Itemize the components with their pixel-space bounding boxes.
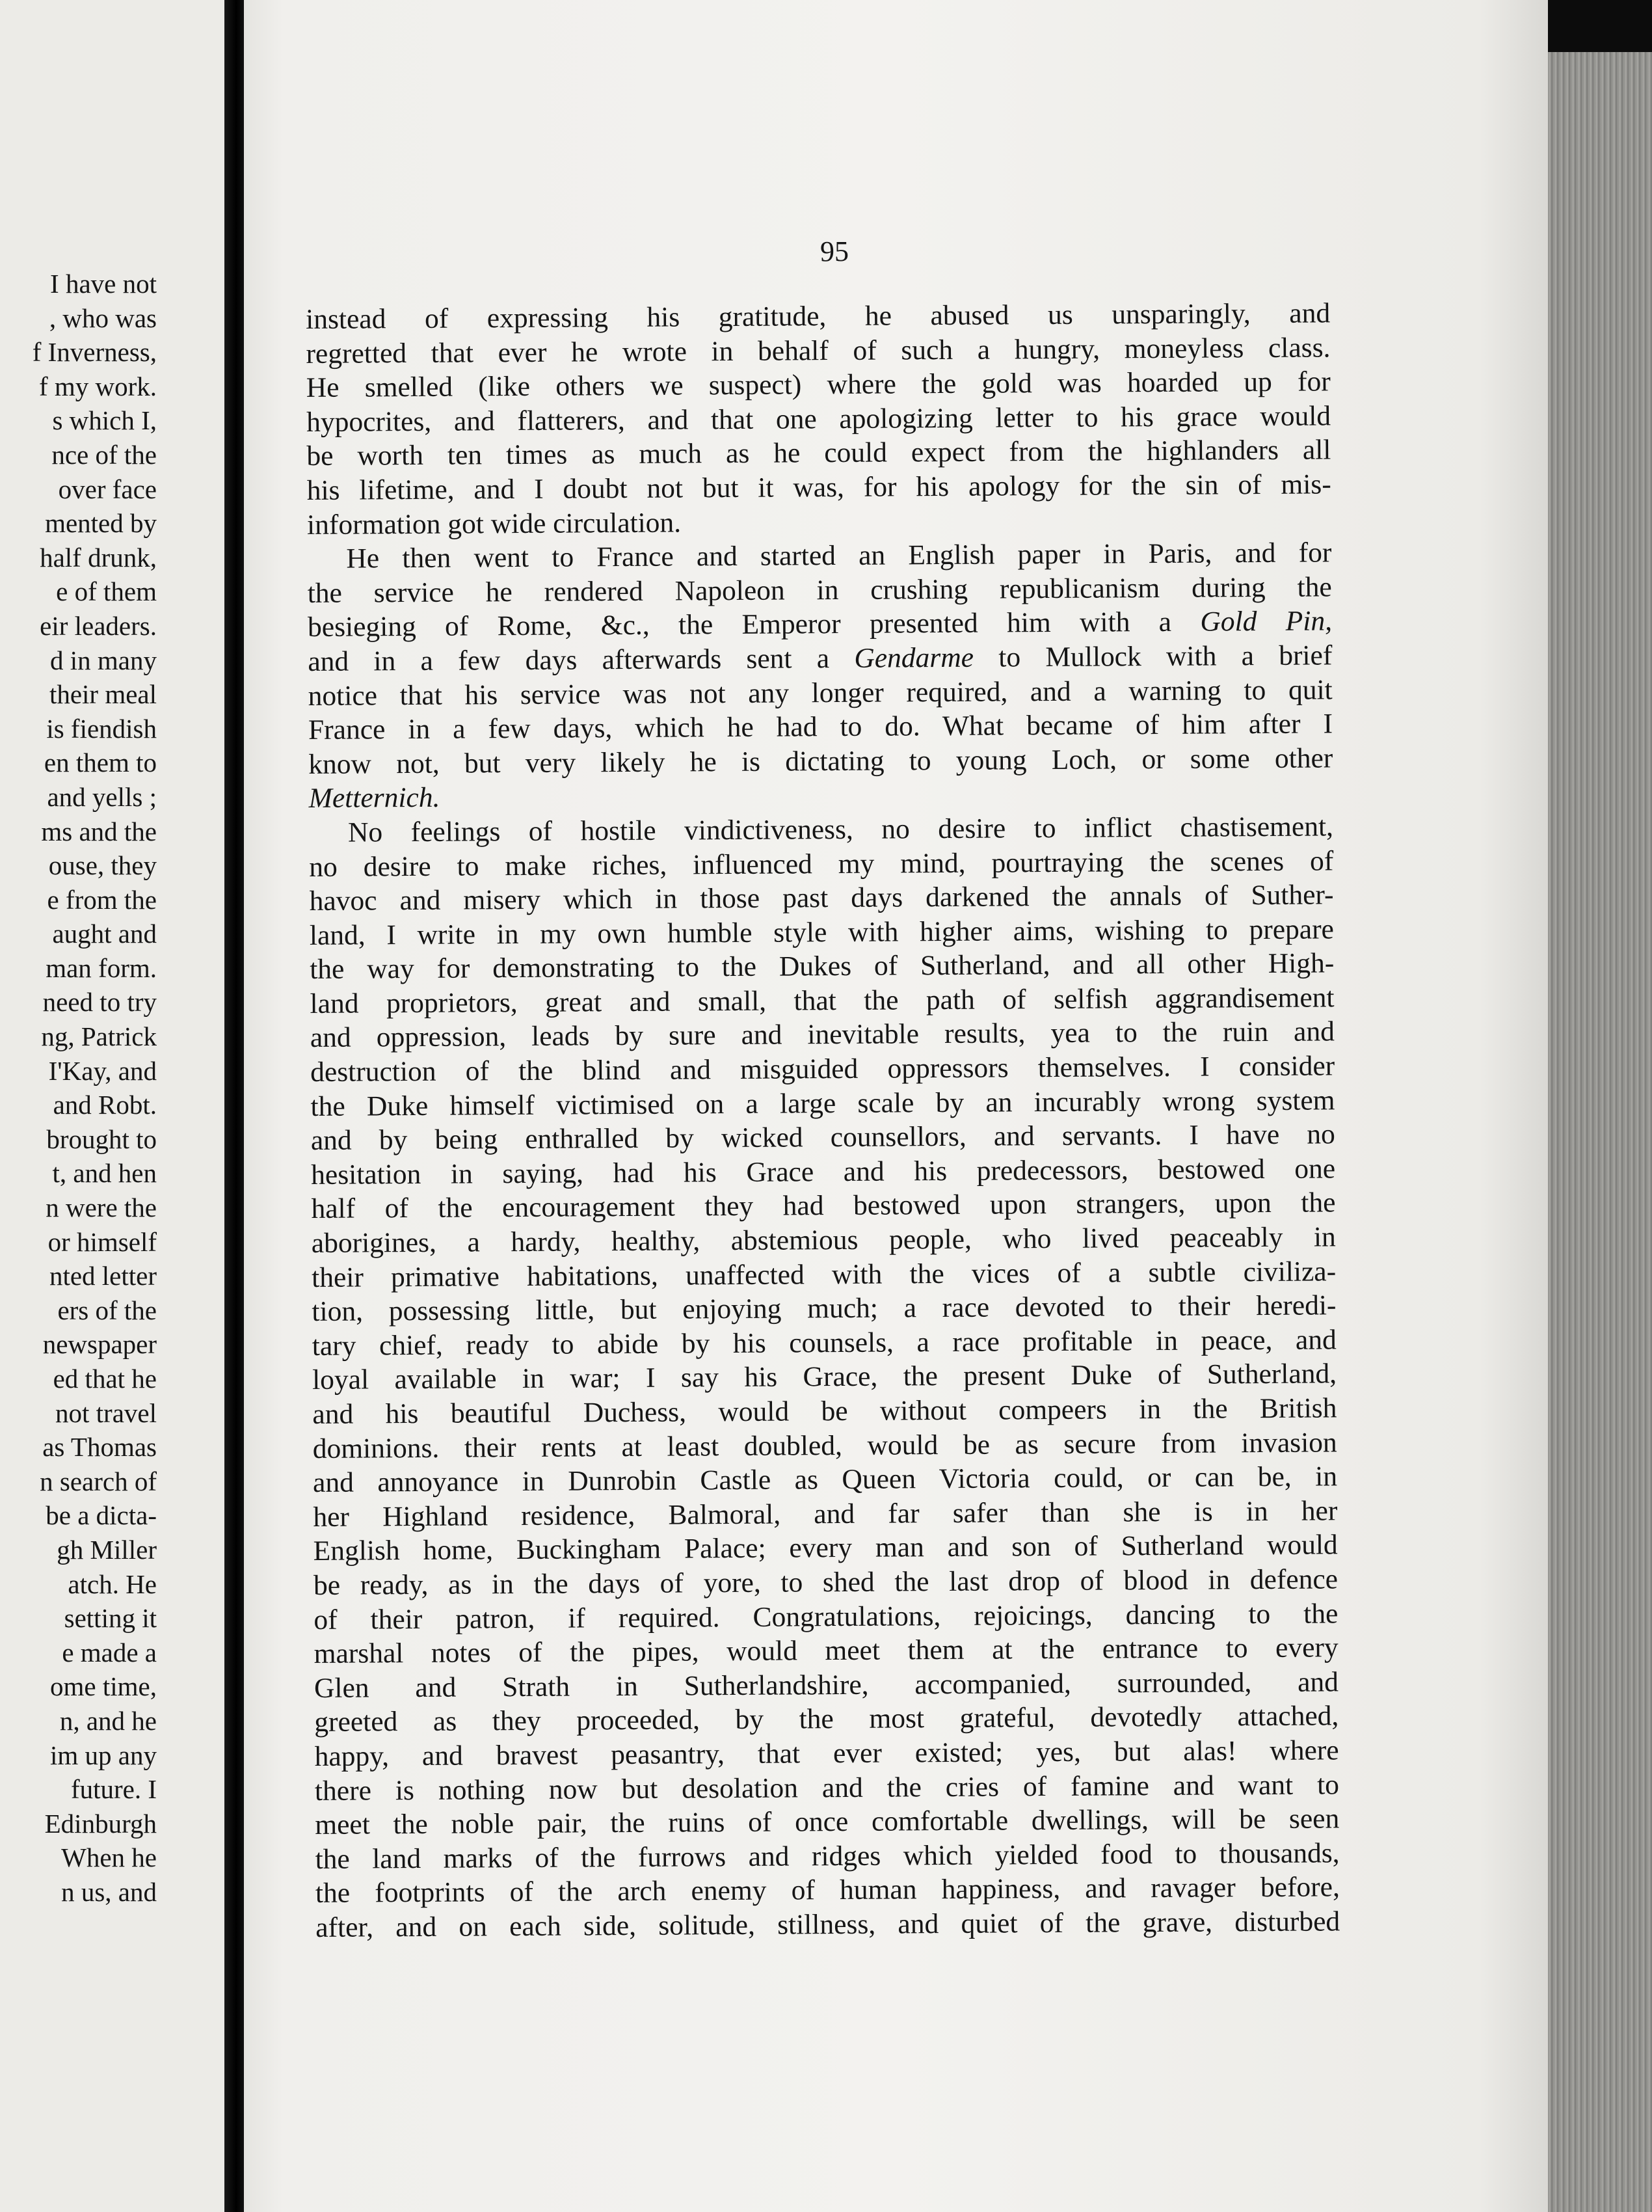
text-line: instead of expressing his gratitude, he abused us unsparingly, and [306,297,1331,335]
left-page-line: atch. He [68,1569,157,1599]
left-page-line: man form. [46,952,157,983]
left-facing-page [0,0,224,2212]
left-page-line: e made a [62,1637,157,1667]
text-line-italic [308,776,1333,816]
left-page-line: ome time, [50,1671,157,1702]
left-page-line: When he [61,1842,157,1873]
left-page-line: nce of the [51,439,157,470]
left-page-line: their meal [49,679,157,710]
text-line: half of the encouragement they had bestowed upon strangers, upon the [311,1187,1336,1225]
left-page-line: , who was [49,303,157,333]
left-page-line: I'Kay, and [48,1055,157,1086]
body-text [306,296,1340,1945]
left-page-line: nted letter [49,1261,157,1291]
left-page-text [0,267,157,1909]
left-page-line: n were the [46,1193,157,1223]
text-line: regretted that ever he wrote in behalf of such a hungry, moneyless class. [306,331,1331,370]
text-line: know not, but very likely he is dictating to young Loch, or some other [308,742,1333,780]
left-page-line: setting it [64,1603,157,1634]
text-line: dominions. their rents at least doubled, would be as secure from invasion [312,1426,1337,1464]
text-line: marshal notes of the pipes, would meet them at the entrance to every [313,1632,1339,1670]
left-page-line: ed that he [53,1364,157,1394]
text-line: English home, Buckingham Palace; every man and son of Sutherland would [313,1529,1338,1567]
left-page-line: im up any [50,1740,157,1770]
text-line: the footprints of the arch enemy of human happiness, and ravager before, [315,1871,1340,1909]
text-line: her Highland residence, Balmoral, and far safer than she is in her [313,1495,1338,1533]
text-line: the Duke himself victimised on a large scale by an incurably wrong system [310,1085,1335,1122]
text-line: tary chief, ready to abide by his counsels, a race profitable in peace, and [312,1324,1337,1362]
text-line: be ready, as in the days of yore, to shed the last drop of blood in defence [313,1563,1339,1601]
left-page-line: n us, and [61,1876,157,1907]
left-page-line: and yells ; [47,781,157,812]
left-page-line: ouse, they [48,850,157,881]
left-page-line: need to try [42,987,157,1018]
text-line-with-italic [308,638,1332,679]
left-page-line: mented by [45,508,157,539]
text-line: there is nothing now but desolation and the cries of famine and want to [314,1768,1340,1807]
text-line: France in a few days, which he had to do. What became of him after I [308,708,1333,746]
page-edge-stack [1548,52,1652,2212]
left-page-line: n, and he [59,1705,157,1736]
text-line: their primative habitations, unaffected with the vices of a subtle civiliza- [312,1255,1337,1293]
text-line: after, and on each side, solitude, stillness, and quiet of the grave, disturbed [315,1906,1340,1943]
text-line: the land marks of the furrows and ridges which yielded food to thousands, [315,1837,1340,1875]
left-page-line: en them to [44,748,157,778]
text-line: and annoyance in Dunrobin Castle as Queen Victoria could, or can be, in [312,1461,1338,1499]
left-page-line: f my work. [38,371,157,401]
text-line: meet the noble pair, the ruins of once comfortable dwellings, will be seen [315,1803,1340,1841]
left-page-line: n search of [40,1466,157,1496]
book-gutter [224,0,244,2212]
left-page-line: ms and the [41,816,157,846]
text-line: aborigines, a hardy, healthy, abstemious people, who lived peaceably in [311,1221,1336,1260]
text-line: be worth ten times as much as he could expect from the highlanders all [306,434,1331,472]
text-line: land, I write in my own humble style with higher aims, wishing to prepare [309,913,1335,951]
left-page-line: newspaper [42,1329,157,1360]
text-line: notice that his service was not any longer required, and a warning to quit [308,673,1333,712]
left-page-line: aught and [52,919,157,949]
left-page-line: gh Miller [57,1534,157,1565]
text-line: No feelings of hostile vindictiveness, no desire to inflict chastisement, [347,811,1334,848]
left-page-line: as Thomas [42,1432,157,1463]
left-page-line: not travel [55,1397,157,1428]
italic-metternich: Metternich. [308,782,440,815]
background-top-right [1548,0,1652,52]
italic-gold-pin: Gold Pin, [1200,605,1333,638]
text-line: and by being enthralled by wicked counsellors, and servants. I have no [310,1118,1335,1157]
left-page-line: t, and hen [52,1158,157,1189]
left-page-line: be a dicta- [46,1500,157,1531]
text-line: hypocrites, and flatterers, and that one apologizing letter to his grace would [306,400,1331,438]
left-page-line: e of them [56,576,157,607]
left-page-line: s which I, [52,405,157,436]
left-page-line: e from the [47,884,157,915]
text-line: no desire to make riches, influenced my mind, pourtraying the scenes of [309,844,1334,883]
text-line-with-italic [308,604,1332,645]
text-segment: and in a few days afterwards sent a [308,643,830,677]
left-page-line: d in many [50,645,157,675]
text-segment: to Mullock with a brief [998,640,1333,673]
text-line: havoc and misery which in those past days darkened the annals of Suther- [309,879,1334,917]
text-line: the way for demonstrating to the Dukes of Sutherland, and all other High- [310,947,1335,986]
left-page-line: eir leaders. [40,610,157,641]
left-page-line: f Inverness, [32,337,157,368]
text-line: hesitation in saying, had his Grace and his predecessors, bestowed one [311,1153,1336,1191]
text-line: Glen and Strath in Sutherlandshire, accompanied, surrounded, and [313,1666,1339,1704]
left-page-line: over face [58,474,157,504]
text-line: greeted as they proceeded, by the most grateful, devotedly attached, [314,1700,1339,1738]
italic-gendarme: Gendarme [854,641,974,674]
text-line: land proprietors, great and small, that the path of selfish aggrandisement [310,982,1335,1019]
left-page-line: or himself [47,1226,157,1257]
text-line: happy, and bravest peasantry, that ever existed; yes, but alas! where [314,1734,1339,1772]
left-page-line: ng, Patrick [41,1021,157,1052]
text-line: his lifetime, and I doubt not but it was, for his apology for the sin of mis- [306,468,1331,506]
text-line: loyal available in war; I say his Grace, the present Duke of Sutherland, [312,1358,1337,1396]
left-page-line: and Robt. [53,1090,157,1120]
left-page-line: I have not [50,269,157,299]
left-page-line: brought to [46,1124,157,1154]
text-line: and oppression, leads by sure and inevitable results, yea to the ruin and [310,1016,1335,1054]
left-page-line: is fiendish [46,713,157,744]
text-line: of their patron, if required. Congratulations, rejoicings, dancing to the [313,1597,1339,1636]
text-segment: besieging of Rome, &c., the Emperor presented him with a [307,606,1172,643]
text-line: information got wide circulation. [306,507,682,541]
text-line: tion, possessing little, but enjoying much; a race devoted to their heredi- [312,1289,1337,1328]
left-page-line: ers of the [57,1295,157,1325]
text-line: He then went to France and started an English paper in Paris, and for [346,537,1332,574]
text-line: the service he rendered Napoleon in crushing republicanism during the [307,571,1332,609]
page-number: 95 [820,236,849,267]
left-page-line: half drunk, [40,542,157,573]
text-line: destruction of the blind and misguided oppressors themselves. I consider [310,1050,1335,1088]
left-page-line: future. I [70,1774,157,1805]
text-line: and his beautiful Duchess, would be without compeers in the British [312,1392,1337,1430]
left-page-line: Edinburgh [44,1808,157,1839]
text-line: He smelled (like others we suspect) where the gold was hoarded up for [306,366,1331,404]
